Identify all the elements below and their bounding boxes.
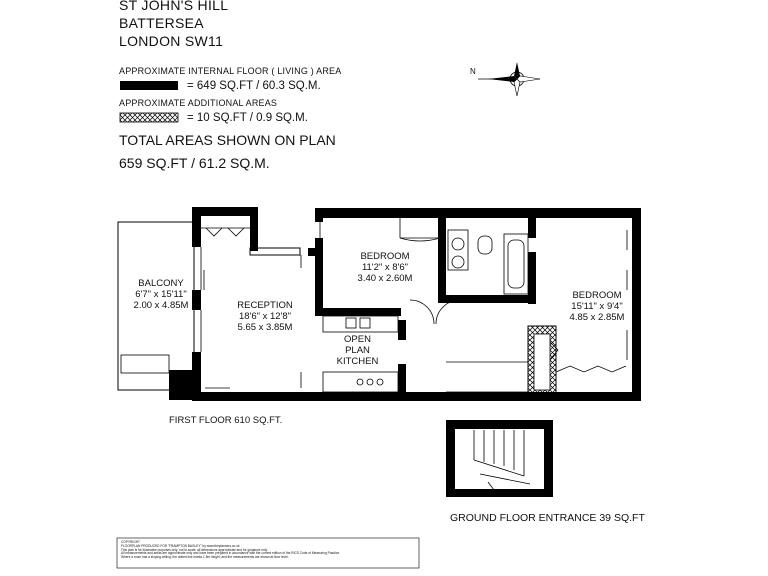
bedroom-2-label <box>552 290 642 323</box>
bedroom-2-metric: 4.85 x 2.85M <box>569 312 625 323</box>
reception-name: RECEPTION <box>237 300 293 311</box>
additional-area-value: = 10 SQ.FT / 0.9 SQ.M. <box>187 112 308 124</box>
copyright-line-2: FLOORPLAN PRODUCED FOR "FRAMPTON BAGLEY" by www.theplanners.co.uk <box>121 543 240 548</box>
compass-icon <box>478 62 540 96</box>
copyright-line-3: This plan is for illustrative purposes only, not to scale; all dimensions approximate and for guidance only. <box>121 547 268 552</box>
internal-area-swatch <box>120 81 178 90</box>
bedroom-1-imperial: 11'2" x 8'6" <box>361 262 409 273</box>
reception-label <box>215 300 315 333</box>
additional-area-heading: APPROXIMATE ADDITIONAL AREAS <box>119 98 278 108</box>
balcony-name: BALCONY <box>138 278 184 289</box>
kitchen-label <box>325 334 390 367</box>
address-line-3: LONDON SW11 <box>119 33 224 49</box>
copyright-line-1: COPYRIGHT <box>121 540 140 544</box>
bedroom-1-label <box>340 251 430 284</box>
bedroom-1-name: BEDROOM <box>360 251 410 262</box>
kitchen-line-2: PLAN <box>345 345 370 356</box>
copyright-line-5: Where a room has a sloping ceiling, the dotted line marks 1.5m height, and the measurements are shown at floor level. <box>121 555 289 560</box>
internal-area-value: = 649 SQ.FT / 60.3 SQ.M. <box>187 80 321 92</box>
bedroom-1-metric: 3.40 x 2.60M <box>357 273 413 284</box>
ground-floor-caption: GROUND FLOOR ENTRANCE 39 SQ.FT <box>450 512 645 524</box>
kitchen-line-1: OPEN <box>344 334 371 345</box>
address-line-2: BATTERSEA <box>119 15 204 31</box>
ground-floor-plan <box>446 420 553 497</box>
bedroom-2-name: BEDROOM <box>572 290 622 301</box>
reception-imperial: 18'6" x 12'8" <box>238 311 292 322</box>
bedroom-2-imperial: 15'11" x 9'4" <box>571 301 623 312</box>
balcony-imperial: 6'7" x 15'11" <box>135 289 187 300</box>
balcony-label <box>121 278 201 311</box>
internal-area-heading: APPROXIMATE INTERNAL FLOOR ( LIVING ) AREA <box>119 66 342 76</box>
copyright-text <box>121 541 340 560</box>
total-area-heading: TOTAL AREAS SHOWN ON PLAN <box>119 132 336 148</box>
balcony-metric: 2.00 x 4.85M <box>133 300 189 311</box>
reception-metric: 5.65 x 3.85M <box>237 322 293 333</box>
total-area-value: 659 SQ.FT / 61.2 SQ.M. <box>119 155 270 171</box>
compass-north-label: N <box>470 67 476 76</box>
additional-area-swatch <box>120 113 178 122</box>
first-floor-caption: FIRST FLOOR 610 SQ.FT. <box>169 415 283 426</box>
copyright-line-4: All measurements and areas are approximate only and have been prepared in accordance with the current edition of the RICS Code of Measuring Practice. <box>121 551 340 556</box>
address-line-1: ST JOHN'S HILL <box>119 0 229 13</box>
kitchen-line-3: KITCHEN <box>336 356 379 367</box>
